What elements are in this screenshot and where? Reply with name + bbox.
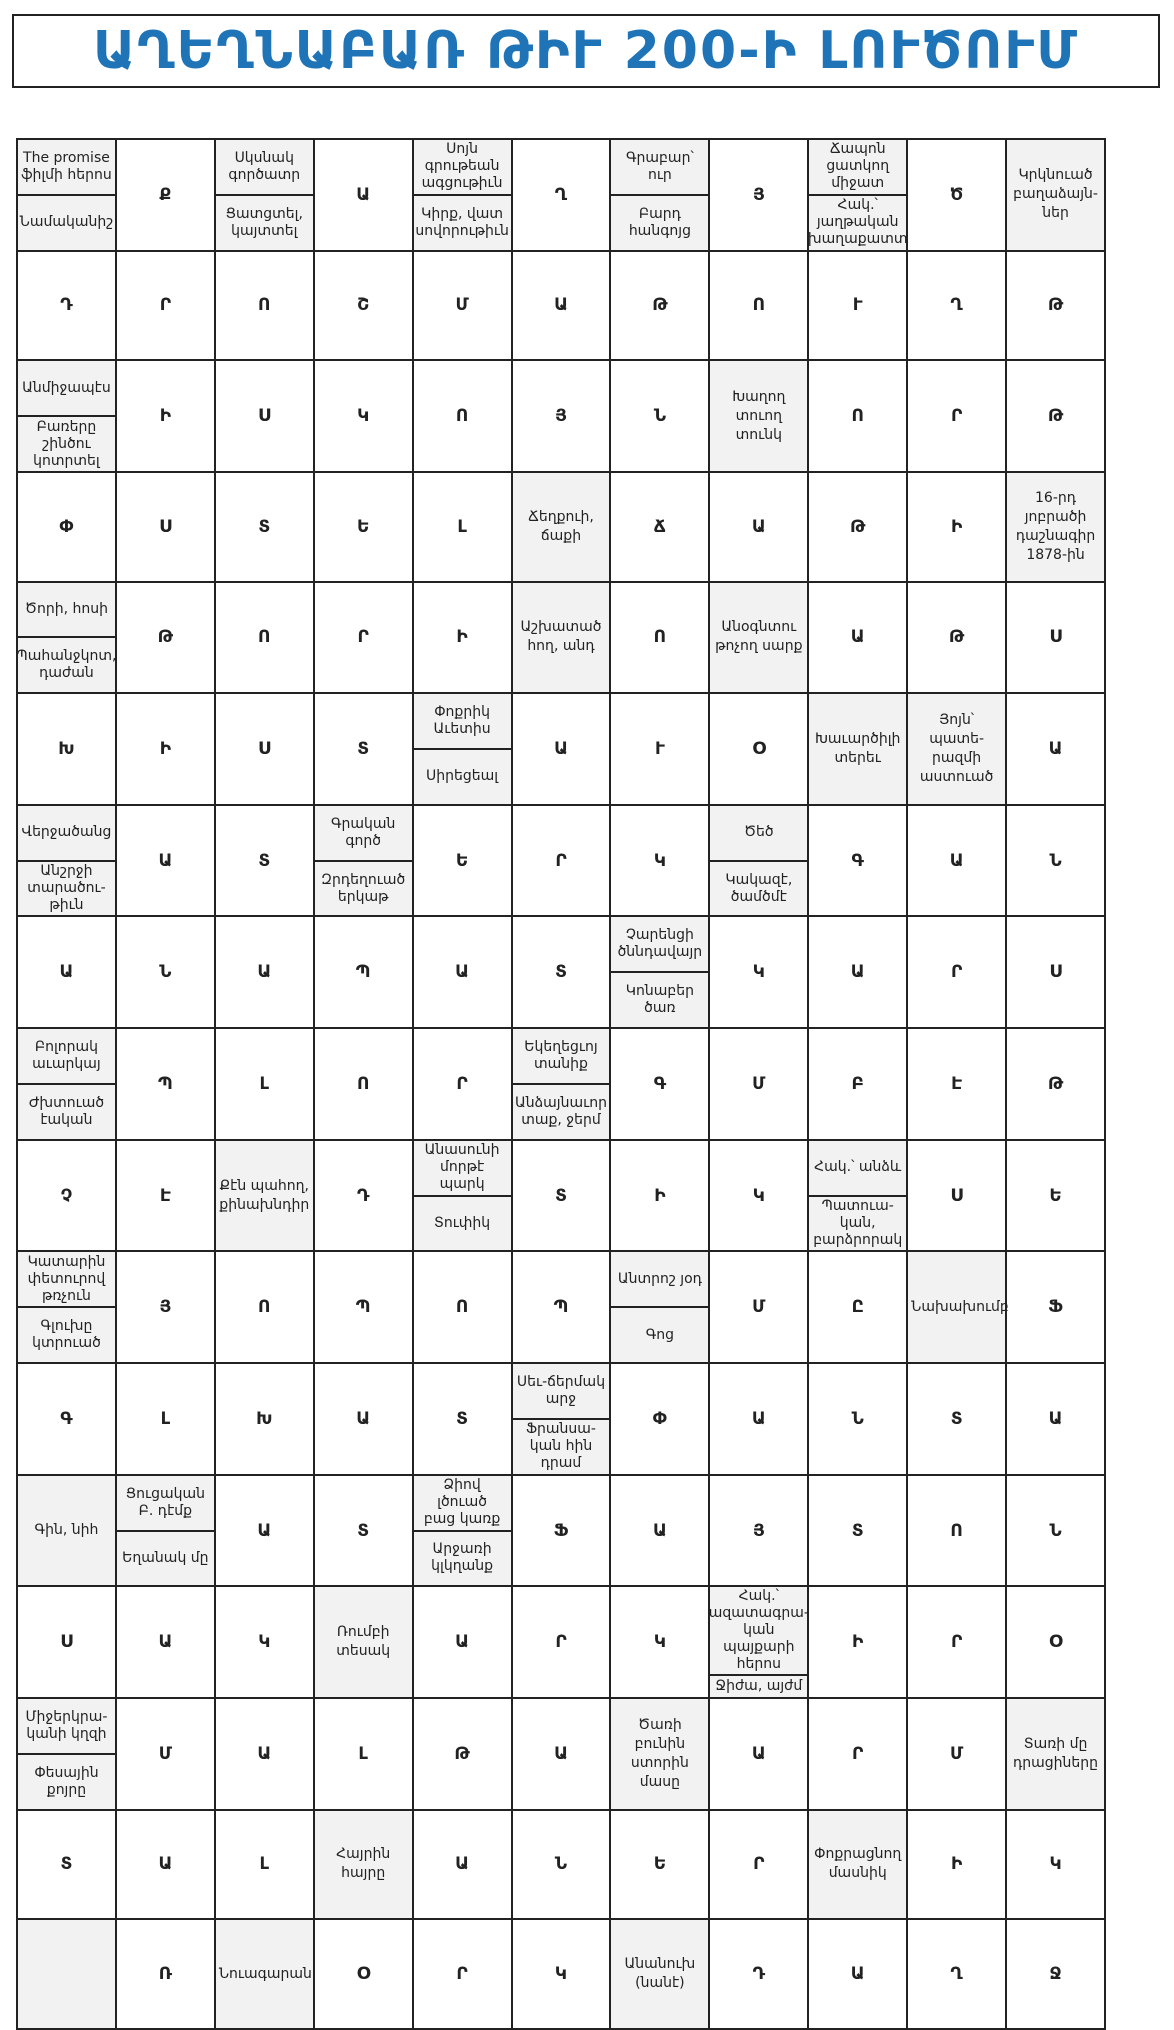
clue-text: Գլուխը կտրուած [18,1306,115,1362]
clue-text: Անձայնաւոր տաք, ջերմ [513,1083,610,1139]
letter-cell: Պ [512,1251,611,1363]
letter-cell: Պ [314,916,413,1028]
clue-text: Ծեծ [743,824,774,841]
letter-cell: Է [907,1028,1006,1140]
clue-text: Բարդ հանգոյց [611,194,708,250]
clue-cell [314,1810,413,1920]
letter-cell: Ն [1006,805,1105,917]
clue-text: Կակազէ, ծամծմէ [710,860,807,916]
clue-text: Խաւարծիլի տերեւ [815,731,901,767]
letter-cell: Չ [17,1140,116,1252]
letter-cell: Կ [709,916,808,1028]
letter-cell: Ի [116,693,215,805]
letter-cell: Տ [413,1363,512,1475]
clue-text: Նամականիշ [18,194,115,250]
letter-cell: Ր [907,360,1006,472]
grid-row [17,693,1105,805]
letter-cell: Մ [709,1251,808,1363]
letter-cell: Ա [1006,693,1105,805]
letter-cell: Ր [413,1028,512,1140]
letter-cell: Օ [1006,1586,1105,1698]
clue-text: Տառի մը դրացիները [1013,1735,1099,1771]
clue-text: Փոքրացնող մասնիկ [814,1846,902,1882]
clue-cell [413,139,512,251]
grid-row [17,251,1105,361]
letter-cell: Տ [215,805,314,917]
letter-cell: Պ [314,1251,413,1363]
clue-cell [413,693,512,805]
letter-cell: Ս [17,1586,116,1698]
clue-text: Ռումբի տեսակ [336,1624,391,1660]
clue-cell [215,1919,314,2029]
letter-cell: Ո [808,360,907,472]
clue-text: Ցուցական Բ. դէմք [125,1485,205,1519]
clue-cell [610,916,709,1028]
letter-cell: Դ [17,251,116,361]
clue-cell [907,1251,1009,1363]
letter-cell: Ի [808,1586,907,1698]
letter-cell: Թ [1006,251,1105,361]
grid-row [17,582,1105,694]
letter-cell: Մ [709,1028,808,1140]
letter-cell: Յ [116,1251,215,1363]
letter-cell: Ա [512,693,611,805]
clue-text: Հակ.՝ անձև [814,1159,902,1176]
clue-cell [709,360,808,472]
letter-cell: Ի [116,360,215,472]
clue-text: Ֆրանսա- կան հին դրամ [513,1418,610,1474]
letter-cell: Շ [314,251,413,361]
grid-row [17,1698,1105,1810]
clue-text: Նախախումբ [911,1298,1009,1315]
clue-text: Սիրեցեալ [414,748,511,804]
letter-cell: Կ [1006,1810,1105,1920]
letter-cell: Ե [413,805,512,917]
clue-cell [314,805,413,917]
grid-row [17,1810,1105,1920]
letter-cell: Ո [215,1251,314,1363]
clue-text: Սեւ-ճերմակ արջ [516,1373,606,1407]
letter-cell: Ֆ [512,1475,611,1587]
clue-text: Անմիջապէս [22,379,111,396]
clue-cell [512,472,611,582]
grid-row [17,1475,1105,1587]
clue-cell [17,1698,116,1810]
letter-cell: Փ [17,472,116,582]
letter-cell: Ւ [808,251,907,361]
clue-text: Եկեղեցւոյ տանիք [524,1039,598,1073]
grid-row [17,1028,1105,1140]
clue-text: Փեսային քոյրը [18,1753,115,1809]
letter-cell: Ա [17,916,116,1028]
grid-row [17,1363,1105,1475]
letter-cell: Կ [512,1919,611,2029]
clue-cell [512,1363,611,1475]
clue-text: Անշրջի տարածու- թիւն [18,860,115,916]
letter-cell: Ղ [907,251,1006,361]
clue-text: Արջառի կլկղանք [414,1530,511,1586]
clue-text: Վերջածանց [21,824,112,841]
letter-cell: Յ [709,139,808,251]
grid-row [17,805,1105,917]
letter-cell: Ր [116,251,215,361]
letter-cell: Ս [1006,582,1105,694]
clue-text: Անօգնտու թոչող սարք [715,619,803,655]
letter-cell: Տ [215,472,314,582]
letter-cell: Ե [1006,1140,1105,1252]
letter-cell: Ո [610,582,709,694]
letter-cell: Թ [907,582,1006,694]
letter-cell: Ս [215,360,314,472]
clue-text: Անտրոշ յօդ [617,1270,702,1287]
letter-cell: Ա [413,1810,512,1920]
letter-cell: Յ [709,1475,808,1587]
clue-text: Ծառի բունին ստորին մասը [630,1716,689,1790]
clue-text: Ցատցտել, կայտտել [216,194,313,250]
clue-text: Հայրին հայրը [336,1846,391,1882]
letter-cell: Ր [709,1810,808,1920]
letter-cell: Լ [215,1028,314,1140]
clue-cell [808,693,907,805]
clue-cell [17,1475,116,1587]
letter-cell: Ի [907,1810,1006,1920]
clue-cell [610,1698,709,1810]
letter-cell: Ս [1006,916,1105,1028]
letter-cell: Ր [512,805,611,917]
letter-cell: Տ [314,1475,413,1587]
letter-cell: Ն [116,916,215,1028]
grid-row [17,472,1105,582]
letter-cell: Ա [808,582,907,694]
letter-cell: Բ [808,1028,907,1140]
letter-cell: Ն [808,1363,907,1475]
grid-row [17,139,1105,251]
clue-cell [808,139,907,251]
letter-cell: Ք [116,139,215,251]
letter-cell: Տ [808,1475,907,1587]
letter-cell: Ն [1006,1475,1105,1587]
letter-cell: Խ [215,1363,314,1475]
clue-text: Կիրք, վատ սովորութիւն [414,194,511,250]
letter-cell: Ն [512,1810,611,1920]
letter-cell: Ծ [907,139,1006,251]
clue-text: Նուագարան [218,1965,312,1982]
clue-text: Ձիով լծուած բաց կառք [423,1477,501,1528]
letter-cell: Ա [116,1810,215,1920]
letter-cell: Ա [709,1363,808,1475]
letter-cell: Ո [413,1251,512,1363]
clue-text: Միջերկրա- կանի կղզի [25,1708,108,1742]
crossword-grid [16,138,1106,2030]
letter-cell: Ս [116,472,215,582]
letter-cell: Ո [215,582,314,694]
letter-cell: Լ [215,1810,314,1920]
clue-cell [17,582,116,694]
letter-cell: Ե [314,472,413,582]
clue-text: 16-րդ յոբրածի դաշնագիր 1878-ին [1015,489,1096,563]
letter-cell: Ֆ [1006,1251,1105,1363]
letter-cell: Լ [413,472,512,582]
clue-cell [709,582,808,694]
letter-cell: Ա [215,1475,314,1587]
letter-cell: Ի [907,472,1006,582]
letter-cell: Պ [116,1028,215,1140]
clue-cell [1006,1698,1105,1810]
clue-text: Անանուխ (նանէ) [624,1956,696,1992]
clue-cell [116,1475,215,1587]
clue-cell [17,1251,116,1363]
clue-cell [17,1028,116,1140]
letter-cell: Ո [907,1475,1006,1587]
clue-cell [17,805,116,917]
letter-cell: Ո [413,360,512,472]
letter-cell: Տ [512,1140,611,1252]
letter-cell: Տ [17,1810,116,1920]
letter-cell: Թ [1006,1028,1105,1140]
letter-cell: Օ [314,1919,413,2029]
clue-cell [17,360,116,472]
clue-text: Հակ.՝ յաղթական խաղաքատտ [809,194,906,250]
clue-text: Հակ.՝ ազատագրա- կան պայքարի հերոս [708,1588,809,1673]
clue-text: Գոց [611,1306,708,1362]
clue-text: Սոյն գրութեան ագցութիւն [421,141,503,192]
letter-cell: Ա [1006,1363,1105,1475]
clue-cell [907,693,1006,805]
letter-cell: Լ [116,1363,215,1475]
letter-cell: Թ [808,472,907,582]
clue-text: Ջիժա, այժմ [710,1674,807,1697]
letter-cell: Կ [709,1140,808,1252]
clue-text: Տուփիկ [414,1195,511,1251]
letter-cell: Ա [512,1698,611,1810]
clue-text: Բոլորակ աւարկայ [32,1039,101,1073]
letter-cell: Ռ [116,1919,215,2029]
clue-cell [610,1919,709,2029]
clue-text: Աշխատած հող, անդ [520,619,602,655]
clue-cell [1006,139,1105,251]
letter-cell: Ա [709,1698,808,1810]
letter-cell: Ր [413,1919,512,2029]
grid-row [17,1251,1105,1363]
letter-cell: Թ [413,1698,512,1810]
letter-cell: Ն [610,360,709,472]
clue-text: Սկսնակ գործատր [228,149,301,183]
letter-cell: Ւ [610,693,709,805]
letter-cell: Կ [314,360,413,472]
letter-cell: Տ [907,1363,1006,1475]
title-box [12,14,1160,88]
clue-text: Կրկնուած բաղաձայն- ներ [1013,167,1098,222]
letter-cell: Ր [907,916,1006,1028]
letter-cell: Ա [116,805,215,917]
letter-cell: Դ [709,1919,808,2029]
letter-cell: Ա [512,251,611,361]
letter-cell: Տ [314,693,413,805]
clue-cell [709,805,808,917]
letter-cell: Ղ [512,139,611,251]
letter-cell: Ա [314,1363,413,1475]
clue-text: Խաղող տուող տունկ [732,388,786,443]
letter-cell: Օ [709,693,808,805]
clue-text: Յոյն՝ պատե- րազմի աստուած [919,712,994,786]
letter-cell: Լ [314,1698,413,1810]
letter-cell: Ա [709,472,808,582]
letter-cell: Ի [610,1140,709,1252]
clue-cell [215,1140,314,1252]
clue-cell [215,139,314,251]
letter-cell: Մ [413,251,512,361]
letter-cell: Ը [808,1251,907,1363]
letter-cell: Ր [512,1586,611,1698]
clue-text: Ճեղքուի, ճաքի [528,508,594,544]
clue-cell [413,1140,512,1252]
letter-cell: Խ [17,693,116,805]
grid-row [17,1586,1105,1698]
letter-cell: Ր [808,1698,907,1810]
letter-cell: Ե [610,1810,709,1920]
blank-cell [17,1919,116,2029]
clue-text: Քէն պահող, քինախնդիր [219,1177,310,1213]
clue-text: Կոնաբեր ծառ [611,971,708,1027]
clue-cell [1006,472,1105,582]
clue-cell [512,1028,611,1140]
clue-cell [413,1475,512,1587]
letter-cell: Թ [1006,360,1105,472]
clue-text: Զրդեղուած երկաթ [315,860,412,916]
clue-text: Բառերը շինծու կոտրտել [18,415,115,471]
letter-cell: Թ [116,582,215,694]
page-title: ԱՂԵՂՆԱԲԱՌ ԹԻՒ 200-Ի ԼՈՒԾՈՒՄ [93,21,1079,81]
clue-cell [808,1140,907,1252]
clue-text: Չարենցի ծննդավայր [617,927,703,961]
clue-text: Գրաբար՝ ուր [626,149,694,183]
letter-cell: Կ [610,805,709,917]
letter-cell: Ս [215,693,314,805]
letter-cell: Փ [610,1363,709,1475]
grid-row [17,1140,1105,1252]
letter-cell: Ա [808,916,907,1028]
clue-cell [808,1810,907,1920]
clue-text: Եղանակ մը [117,1530,214,1586]
letter-cell: Ա [413,916,512,1028]
clue-text: Փոքրիկ Աւետիս [433,704,491,738]
letter-cell: Ի [413,582,512,694]
letter-cell: Ա [610,1475,709,1587]
clue-cell [709,1586,808,1698]
letter-cell: Ա [314,139,413,251]
letter-cell: Ր [907,1586,1006,1698]
letter-cell: Ս [907,1140,1006,1252]
clue-cell [17,139,116,251]
letter-cell: Ջ [1006,1919,1105,2029]
letter-cell: Ա [808,1919,907,2029]
clue-text: Գին, նիհ [34,1522,99,1538]
letter-cell: Տ [512,916,611,1028]
clue-text: Անասունի մորթէ պարկ [424,1142,500,1193]
letter-cell: Գ [808,805,907,917]
letter-cell: Յ [512,360,611,472]
clue-text: Կատարին փետուրով թռչուն [27,1253,106,1304]
letter-cell: Կ [610,1586,709,1698]
letter-cell: Ո [709,251,808,361]
letter-cell: Ր [314,582,413,694]
letter-cell: Մ [907,1698,1006,1810]
clue-cell [512,582,611,694]
letter-cell: Գ [610,1028,709,1140]
letter-cell: Ո [314,1028,413,1140]
letter-cell: Ա [215,916,314,1028]
letter-cell: Ո [215,251,314,361]
clue-text: Պահանջկոտ, դաժան [18,636,115,692]
clue-cell [610,139,709,251]
grid-row [17,1919,1105,2029]
letter-cell: Թ [610,251,709,361]
letter-cell: Ա [116,1586,215,1698]
grid-row [17,916,1105,1028]
clue-text: Ճապոն ցատկող միջատ [826,141,890,192]
clue-text: The promise ֆիլմի հերոս [21,149,112,183]
letter-cell: Ա [215,1698,314,1810]
clue-cell [610,1251,709,1363]
clue-cell [314,1586,413,1698]
grid-row [17,360,1105,472]
clue-text: Պատուա- կան, բարձրորակ [809,1195,906,1251]
clue-text: Գրական գործ [330,815,396,849]
letter-cell: Ա [907,805,1006,917]
letter-cell: Է [116,1140,215,1252]
letter-cell: Ճ [610,472,709,582]
clue-text: Ծորի, հոսի [24,600,108,617]
letter-cell: Գ [17,1363,116,1475]
letter-cell: Ղ [907,1919,1006,2029]
clue-text: Ժխտուած էական [18,1083,115,1139]
letter-cell: Կ [215,1586,314,1698]
letter-cell: Մ [116,1698,215,1810]
letter-cell: Ա [413,1586,512,1698]
letter-cell: Դ [314,1140,413,1252]
